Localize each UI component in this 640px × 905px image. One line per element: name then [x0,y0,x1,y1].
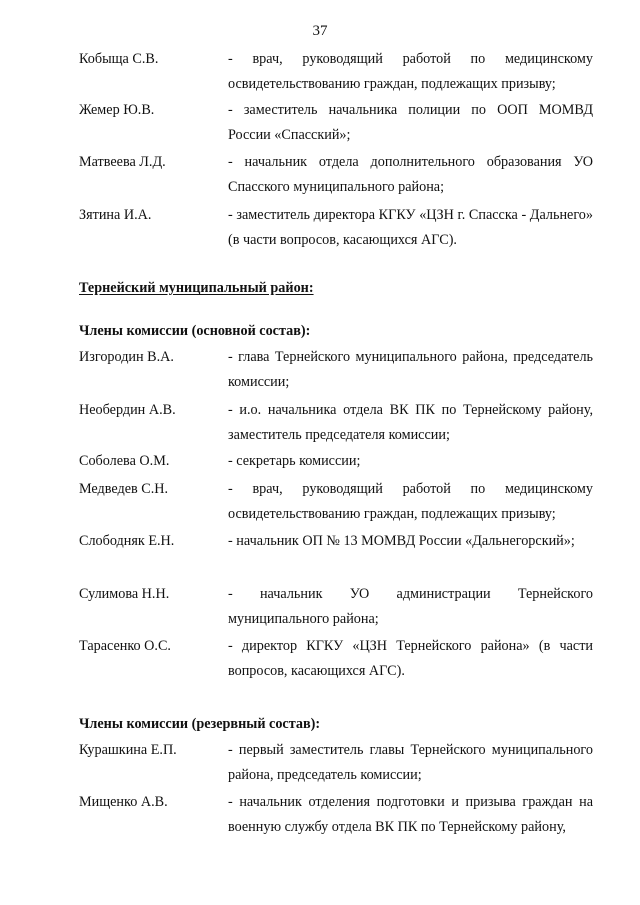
member-role: - глава Тернейского муниципального района, председатель комиссии; [228,349,593,390]
member-name: Жемер Ю.В. [79,102,155,118]
member-role: - начальник ОП № 13 МОМВД России «Дальнегорский»; [228,533,575,549]
member-role: - директор КГКУ «ЦЗН Тернейского района» (в части вопросов, касающихся АГС). [228,638,593,679]
member-role: - начальник отделения подготовки и призыва граждан на военную службу отдела ВК ПК по Тернейскому району, [228,794,593,835]
member-name: Сулимова Н.Н. [79,586,170,602]
member-role: - начальник отдела дополнительного образования УО Спасского муниципального района; [228,154,593,195]
member-name: Слободняк Е.Н. [79,533,175,549]
member-name: Изгородин В.А. [79,349,174,365]
district-heading: Тернейский муниципальный район: [79,280,314,296]
member-role: - и.о. начальника отдела ВК ПК по Тернейскому району, заместитель председателя комиссии; [228,402,593,443]
page-number: 37 [312,23,328,39]
member-name: Матвеева Л.Д. [79,154,166,170]
member-name: Необердин А.В. [79,402,176,418]
member-role: - секретарь комиссии; [228,453,361,469]
reserve-composition-heading: Члены комиссии (резервный состав): [79,716,321,732]
member-name: Мищенко А.В. [79,794,168,810]
member-role: - врач, руководящий работой по медицинскому освидетельствованию граждан, подлежащих призыву; [228,481,593,522]
member-name: Зятина И.А. [79,207,152,223]
member-name: Соболева О.М. [79,453,170,469]
main-composition-heading: Члены комиссии (основной состав): [79,323,311,339]
member-name: Медведев С.Н. [79,481,169,497]
member-role: - первый заместитель главы Тернейского муниципального района, председатель комиссии; [228,742,593,783]
member-name: Курашкина Е.П. [79,742,177,758]
member-role: - начальник УО администрации Тернейского муниципального района; [228,586,593,627]
member-role: - заместитель начальника полиции по ООП МОМВД России «Спасский»; [228,102,593,143]
member-role: - заместитель директора КГКУ «ЦЗН г. Спасска - Дальнего» (в части вопросов, касающихся АГС). [228,207,593,248]
member-name: Кобыща С.В. [79,51,159,67]
member-role: - врач, руководящий работой по медицинскому освидетельствованию граждан, подлежащих призыву; [228,51,593,92]
member-name: Тарасенко О.С. [79,638,171,654]
